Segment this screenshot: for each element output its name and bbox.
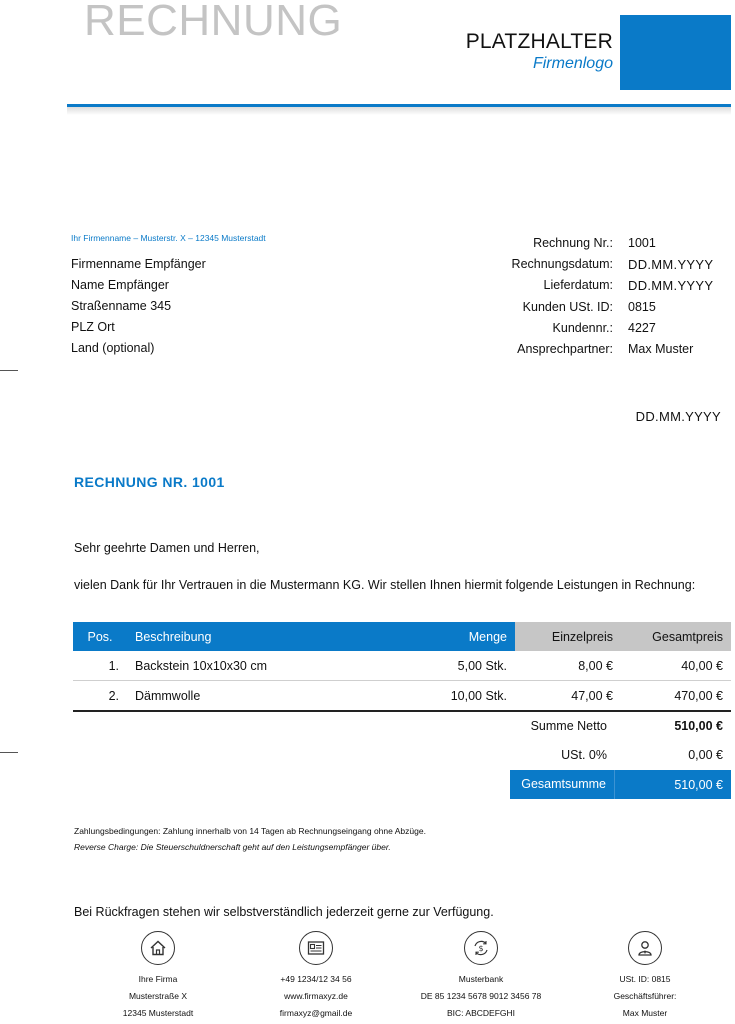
footer-line: Musterbank bbox=[458, 974, 504, 984]
col-header-pos: Pos. bbox=[73, 622, 127, 651]
meta-label: Ansprechpartner: bbox=[517, 342, 613, 357]
invoice-meta-values bbox=[628, 233, 713, 360]
fold-mark bbox=[0, 370, 18, 371]
meta-value: 0815 bbox=[628, 299, 656, 314]
col-header-description: Beschreibung bbox=[127, 622, 425, 651]
net-total-label: Summe Netto bbox=[530, 718, 607, 733]
cell-description: Backstein 10x10x30 cm bbox=[127, 651, 425, 681]
footer-line: DE 85 1234 5678 9012 3456 78 bbox=[420, 991, 542, 1001]
cell-pos: 1. bbox=[73, 651, 127, 681]
intro-text: vielen Dank für Ihr Vertrauen in die Mustermann KG. Wir stellen Ihnen hiermit folgende Leistungen in Rechnung: bbox=[74, 578, 696, 592]
footer-line: 12345 Musterstadt bbox=[122, 1008, 194, 1018]
footer-line: USt. ID: 0815 bbox=[619, 974, 671, 984]
footer-legal bbox=[560, 931, 730, 1022]
vat-row bbox=[510, 740, 731, 769]
meta-value: DD.MM.YYYY bbox=[628, 257, 714, 273]
contact-card-icon bbox=[299, 931, 333, 965]
grand-total-row bbox=[510, 770, 731, 799]
footer-line: Musterstraße X bbox=[128, 991, 188, 1001]
footer-line: +49 1234/12 34 56 bbox=[280, 974, 352, 984]
meta-value: DD.MM.YYYY bbox=[628, 278, 714, 294]
col-header-unit-price: Einzelpreis bbox=[515, 622, 621, 651]
logo-placeholder-subtitle: Firmenlogo bbox=[532, 55, 613, 72]
table-row bbox=[73, 651, 731, 681]
vat-value: 0,00 € bbox=[688, 747, 723, 762]
footer-line: Ihre Firma bbox=[138, 974, 178, 984]
footer-line: Geschäftsführer: bbox=[613, 991, 677, 1001]
footer-bank bbox=[396, 931, 566, 1022]
bank-transfer-icon bbox=[464, 931, 498, 965]
cell-unit-price: 47,00 € bbox=[515, 681, 621, 712]
person-icon bbox=[628, 931, 662, 965]
grand-total-label: Gesamtsumme bbox=[510, 770, 615, 799]
closing-text: Bei Rückfragen stehen wir selbstverständlich jederzeit gerne zur Verfügung. bbox=[74, 905, 494, 919]
recipient-line: Straßenname 345 bbox=[71, 299, 172, 313]
recipient-line: PLZ Ort bbox=[71, 320, 115, 334]
payment-terms bbox=[74, 823, 426, 855]
svg-text:$: $ bbox=[478, 944, 484, 954]
cell-quantity: 5,00 Stk. bbox=[425, 651, 515, 681]
logo-box bbox=[620, 15, 731, 90]
document-date: DD.MM.YYYY bbox=[635, 409, 721, 424]
net-total-row bbox=[510, 711, 731, 740]
meta-label: Kundennr.: bbox=[552, 320, 613, 335]
footer-contact bbox=[231, 931, 401, 1022]
col-header-quantity: Menge bbox=[425, 622, 515, 651]
greeting: Sehr geehrte Damen und Herren, bbox=[74, 541, 260, 555]
document-title: RECHNUNG bbox=[84, 0, 343, 45]
meta-label: Rechnungsdatum: bbox=[511, 257, 613, 272]
table-row bbox=[73, 681, 731, 712]
recipient-address bbox=[71, 254, 206, 359]
totals-block bbox=[510, 711, 731, 799]
meta-value: 1001 bbox=[628, 236, 656, 250]
col-header-total-price: Gesamtpreis bbox=[621, 622, 731, 651]
invoice-meta-labels bbox=[512, 233, 613, 360]
meta-label: Rechnung Nr.: bbox=[533, 236, 613, 250]
items-table bbox=[73, 622, 731, 712]
footer-line: Max Muster bbox=[622, 1008, 668, 1018]
cell-unit-price: 8,00 € bbox=[515, 651, 621, 681]
house-icon bbox=[141, 931, 175, 965]
recipient-line: Firmenname Empfänger bbox=[71, 257, 206, 271]
cell-pos: 2. bbox=[73, 681, 127, 712]
header-rule-shadow bbox=[67, 107, 731, 115]
payment-terms-text: Zahlungsbedingungen: Zahlung innerhalb von 14 Tagen ab Rechnungseingang ohne Abzüge. bbox=[74, 826, 426, 836]
footer-line: BIC: ABCDEFGHI bbox=[446, 1008, 515, 1018]
meta-value: Max Muster bbox=[628, 342, 694, 357]
grand-total-value: 510,00 € bbox=[674, 777, 723, 792]
meta-value: 4227 bbox=[628, 320, 656, 335]
net-total-value: 510,00 € bbox=[674, 718, 723, 733]
table-header-row bbox=[73, 622, 731, 651]
cell-total-price: 470,00 € bbox=[621, 681, 731, 712]
fold-mark bbox=[0, 752, 18, 753]
invoice-heading: RECHNUNG NR. 1001 bbox=[74, 474, 225, 490]
footer-company bbox=[73, 931, 243, 1022]
footer-line: www.firmaxyz.de bbox=[284, 991, 348, 1001]
recipient-line: Name Empfänger bbox=[71, 278, 169, 292]
cell-description: Dämmwolle bbox=[127, 681, 425, 712]
cell-quantity: 10,00 Stk. bbox=[425, 681, 515, 712]
sender-address-line: Ihr Firmenname – Musterstr. X – 12345 Musterstadt bbox=[71, 233, 266, 243]
logo-placeholder-title: PLATZHALTER bbox=[465, 30, 613, 53]
recipient-line: Land (optional) bbox=[71, 341, 155, 355]
cell-total-price: 40,00 € bbox=[621, 651, 731, 681]
meta-label: Kunden USt. ID: bbox=[522, 299, 613, 314]
reverse-charge-text: Reverse Charge: Die Steuerschuldnerschaft geht auf den Leistungsempfänger über. bbox=[74, 842, 391, 852]
footer-line: firmaxyz@gmail.de bbox=[279, 1008, 353, 1018]
meta-label: Lieferdatum: bbox=[543, 278, 613, 293]
vat-label: USt. 0% bbox=[561, 747, 607, 762]
